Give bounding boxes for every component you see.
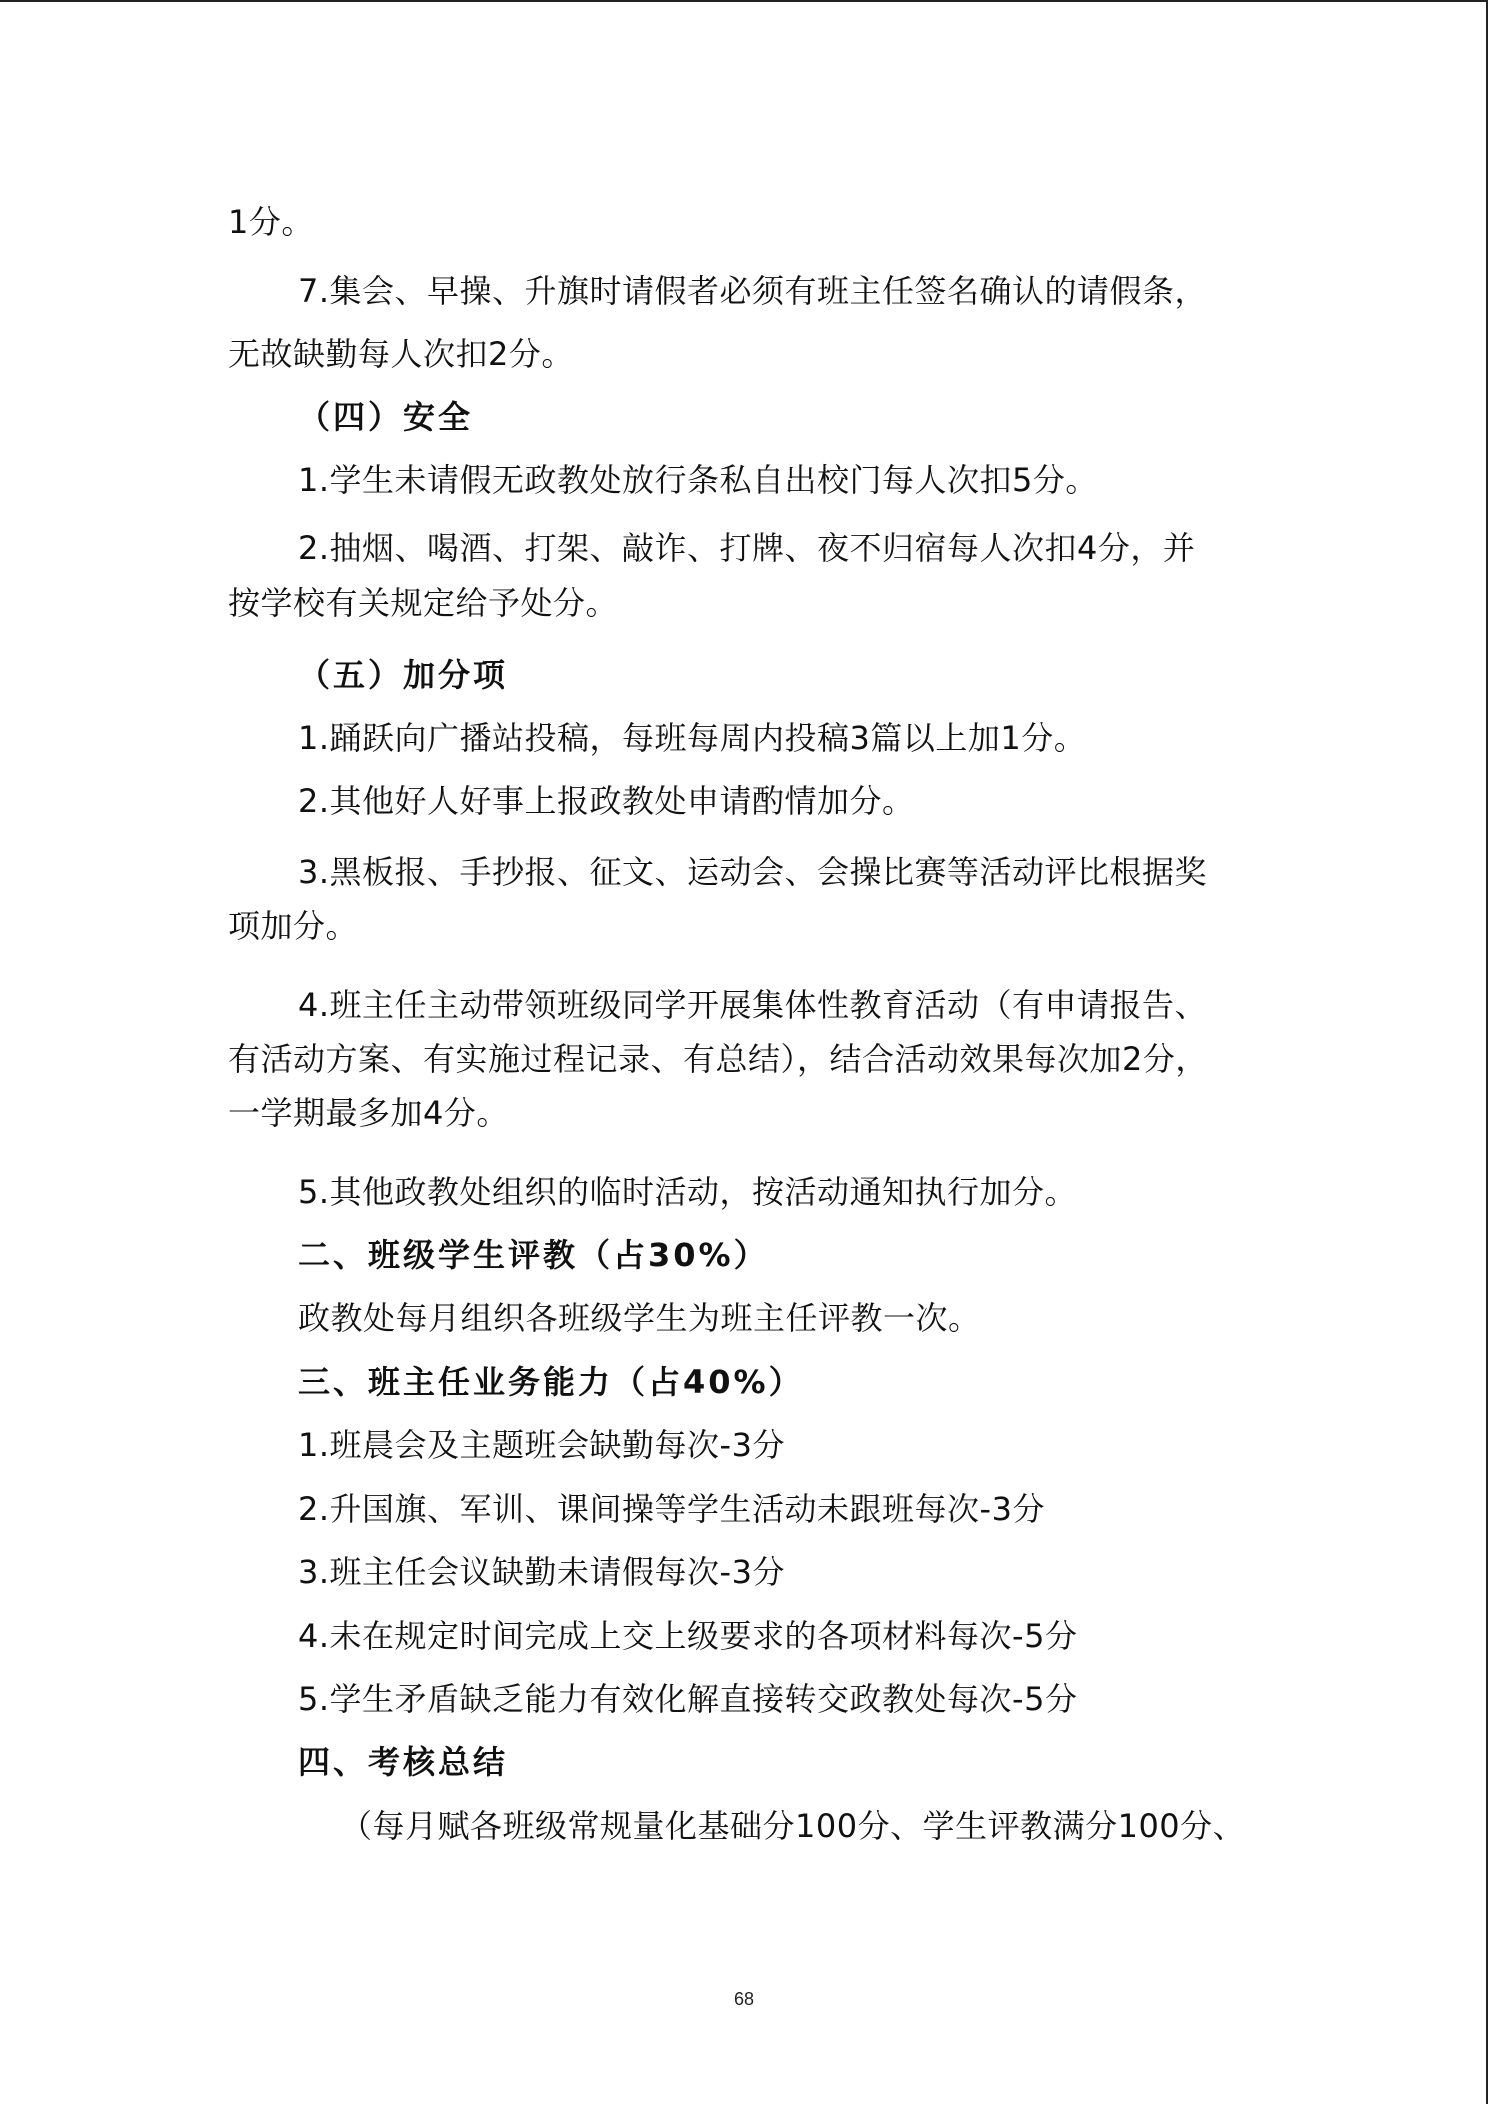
text-line: 有活动方案、有实施过程记录、有总结），结合活动效果每次加2分， bbox=[228, 1040, 1208, 1078]
text-line: 3.班主任会议缺勤未请假每次-3分 bbox=[298, 1553, 785, 1591]
text-line: 4.未在规定时间完成上交上级要求的各项材料每次-5分 bbox=[298, 1617, 1078, 1655]
text-line: 政教处每月组织各班级学生为班主任评教一次。 bbox=[298, 1299, 981, 1337]
text-line: 2.其他好人好事上报政教处申请酌情加分。 bbox=[298, 782, 915, 820]
text-line: 项加分。 bbox=[228, 907, 359, 945]
text-line: 3.黑板报、手抄报、征文、运动会、会操比赛等活动评比根据奖 bbox=[298, 853, 1208, 891]
text-line: 按学校有关规定给予处分。 bbox=[228, 584, 619, 622]
section-heading-student-evaluation: 二、班级学生评教（占30%） bbox=[298, 1236, 769, 1274]
text-line: 1.班晨会及主题班会缺勤每次-3分 bbox=[298, 1426, 785, 1464]
text-line: 4.班主任主动带领班级同学开展集体性教育活动（有申请报告、 bbox=[298, 986, 1208, 1024]
text-line: 1.踊跃向广播站投稿，每班每周内投稿3篇以上加1分。 bbox=[298, 719, 1087, 757]
text-line: 2.抽烟、喝酒、打架、敲诈、打牌、夜不归宿每人次扣4分，并 bbox=[298, 529, 1196, 567]
text-line: （每月赋各班级常规量化基础分100分、学生评教满分100分、 bbox=[340, 1807, 1246, 1845]
section-heading-summary: 四、考核总结 bbox=[298, 1743, 509, 1781]
text-line: 5.其他政教处组织的临时活动，按活动通知执行加分。 bbox=[298, 1173, 1078, 1211]
text-line: 5.学生矛盾缺乏能力有效化解直接转交政教处每次-5分 bbox=[298, 1680, 1078, 1718]
text-line: 无故缺勤每人次扣2分。 bbox=[228, 335, 574, 373]
section-heading-teacher-ability: 三、班主任业务能力（占40%） bbox=[298, 1363, 804, 1401]
section-heading-safety: （四）安全 bbox=[298, 398, 474, 436]
text-line: 7.集会、早操、升旗时请假者必须有班主任签名确认的请假条， bbox=[298, 272, 1208, 310]
section-heading-bonus: （五）加分项 bbox=[298, 656, 509, 694]
text-line: 2.升国旗、军训、课间操等学生活动未跟班每次-3分 bbox=[298, 1490, 1045, 1528]
page-border-top bbox=[0, 0, 1488, 2]
text-line: 1分。 bbox=[228, 203, 314, 241]
text-line: 1.学生未请假无政教处放行条私自出校门每人次扣5分。 bbox=[298, 461, 1098, 499]
text-line: 一学期最多加4分。 bbox=[228, 1094, 509, 1132]
page-number: 68 bbox=[733, 1989, 755, 2009]
